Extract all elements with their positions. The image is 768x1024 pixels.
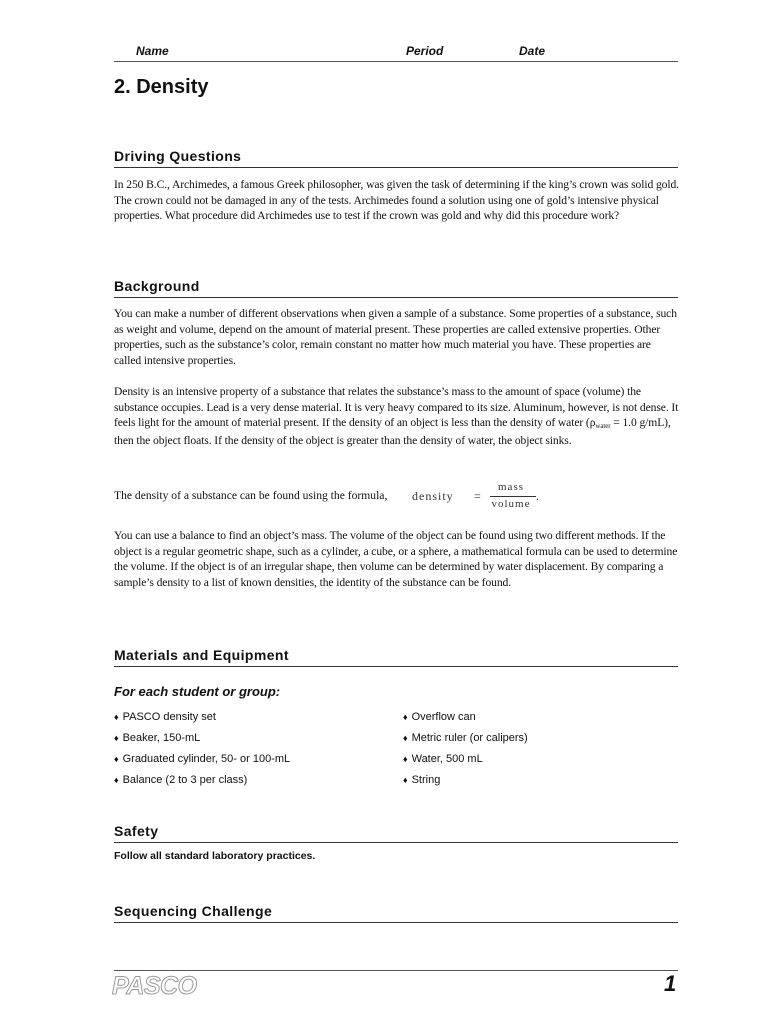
fraction-bar [490, 496, 536, 497]
name-label: Name [136, 44, 169, 58]
material-label: Overflow can [411, 711, 476, 723]
material-label: Beaker, 150-mL [122, 732, 201, 744]
safety-text: Follow all standard laboratory practices. [114, 850, 316, 862]
diamond-bullet-icon: ♦ [403, 712, 408, 722]
diamond-bullet-icon: ♦ [403, 733, 408, 743]
diamond-bullet-icon: ♦ [403, 775, 408, 785]
footer-divider [114, 970, 678, 971]
pasco-logo: PASCO [112, 972, 197, 1000]
driving-questions-heading: Driving Questions [114, 148, 678, 168]
formula-end: . [536, 489, 539, 503]
material-item [403, 774, 440, 786]
formula-lhs: density [412, 489, 454, 503]
page-number: 1 [664, 971, 677, 996]
material-item [403, 753, 483, 765]
material-label: PASCO density set [122, 711, 216, 723]
material-item [403, 711, 476, 723]
sequencing-challenge-heading: Sequencing Challenge [114, 903, 678, 923]
material-item [114, 732, 200, 744]
material-item [114, 774, 247, 786]
materials-subheading: For each student or group: [114, 684, 281, 699]
material-label: String [411, 774, 441, 786]
background-paragraph-3: You can use a balance to find an object’s mass. The volume of the object can be found using two different methods. If the object is a regular geometric shape, such as a cylinder, a cube, or a sphere, a mathematical formula can be used to determine the volume. If the object is of an irregular shape, then volume can be determined by water displacement. By comparing a sample’s density to a list of known densities, the identity of the substance can be found. [114, 529, 678, 589]
material-label: Water, 500 mL [411, 753, 483, 765]
date-label: Date [519, 44, 546, 58]
diamond-bullet-icon: ♦ [114, 754, 119, 764]
material-item [403, 732, 528, 744]
period-label: Period [406, 44, 444, 58]
material-item [114, 753, 290, 765]
materials-heading: Materials and Equipment [114, 647, 678, 667]
diamond-bullet-icon: ♦ [403, 754, 408, 764]
diamond-bullet-icon: ♦ [114, 775, 119, 785]
background-paragraph-2-b: = 1.0 g/mL), then the object floats. If the density of the object is greater than the density of water, the object sinks. [114, 416, 671, 447]
material-label: Metric ruler (or calipers) [411, 732, 528, 744]
water-subscript: water [595, 422, 611, 431]
density-formula-line [114, 481, 680, 515]
material-label: Balance (2 to 3 per class) [122, 774, 248, 786]
background-paragraph-2-a: Density is an intensive property of a substance that relates the substance’s mass to the amount of space (volume) the substance occupies. Lead is a very dense material. It is very heavy compared to its size. Aluminum, however, is not dense. It feels light for the amount of material present. If the density of an object is less than the density of water (ρ [114, 385, 679, 430]
formula-equals: = [474, 489, 481, 503]
diamond-bullet-icon: ♦ [114, 712, 119, 722]
material-label: Graduated cylinder, 50- or 100-mL [122, 753, 291, 765]
formula-denominator: volume [491, 498, 531, 510]
background-heading: Background [114, 278, 678, 298]
material-item [114, 711, 216, 723]
student-info-header [114, 44, 678, 62]
diamond-bullet-icon: ♦ [114, 733, 119, 743]
formula-numerator: mass [498, 481, 524, 493]
background-paragraph-2 [114, 384, 680, 448]
safety-heading: Safety [114, 823, 678, 843]
background-paragraph-1: You can make a number of different observations when given a sample of a substance. Some properties of a substance, such as weight and volume, depend on the amount of material present. These properties are called extensive properties. Other properties, such as the substance’s color, remain constant no matter how much material you have. These properties are called intensive properties. [114, 307, 677, 367]
formula-intro-text: The density of a substance can be found using the formula, [114, 489, 388, 502]
page-title: 2. Density [114, 76, 209, 98]
driving-questions-text: In 250 B.C., Archimedes, a famous Greek philosopher, was given the task of determining if the king’s crown was solid gold. The crown could not be damaged in any of the tests. Archimedes found a solution using one of gold’s intensive physical properties. What procedure did Archimedes use to test if the crown was gold and why did this procedure work? [114, 178, 679, 223]
